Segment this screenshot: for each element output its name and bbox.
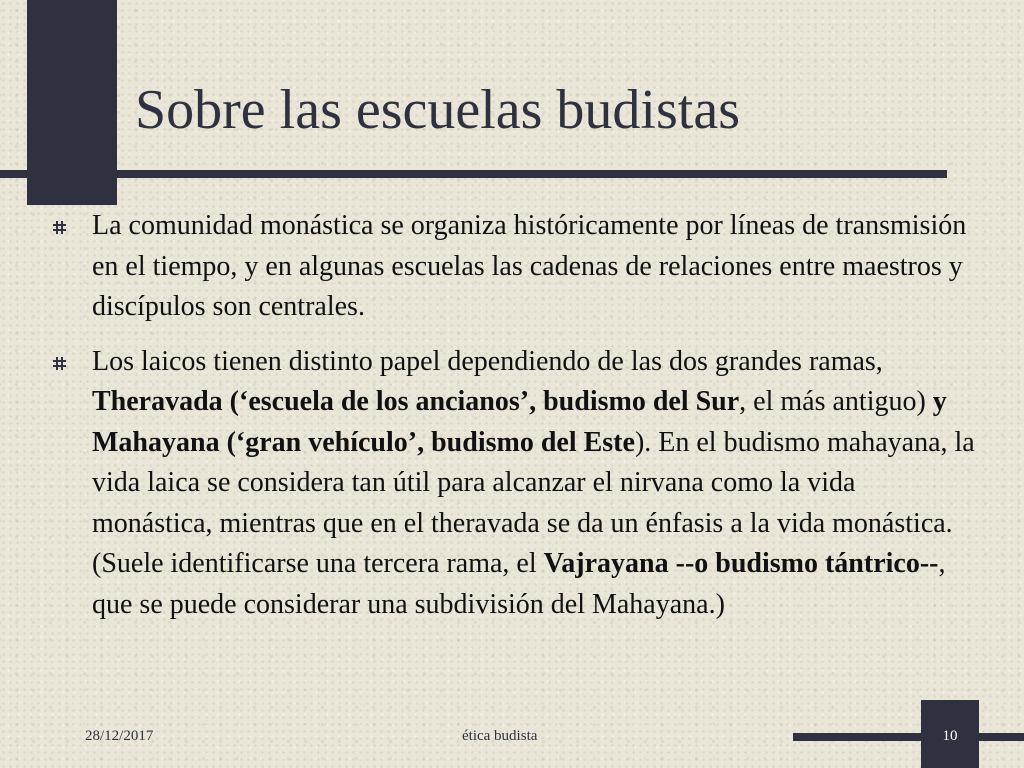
- bullet-text-segment: , que se puede considerar una subdivisión del Mahayana.): [92, 548, 946, 620]
- title-divider: [0, 170, 947, 178]
- bullet-list: [50, 206, 975, 639]
- bullet-bold-segment: Vajrayana --o budismo tántrico--: [543, 548, 939, 579]
- bullet-text-segment: ). En el budismo mahayana, la vida laica se considera tan útil para alcanzar el nirvana como la vida monástica, mientras que en el theravada se da un énfasis a la vida monástica. (Suele identificarse una tercera rama, el: [92, 426, 975, 579]
- page-number: 10: [942, 728, 958, 744]
- hash-bullet-icon: [53, 357, 66, 370]
- footer-divider: [793, 733, 1024, 741]
- bullet-item: [50, 206, 975, 328]
- bullet-text-segment: , el más antiguo): [739, 386, 933, 417]
- bullet-text-segment: La comunidad monástica se organiza históricamente por líneas de transmisión en el tiempo, y en algunas escuelas las cadenas de relaciones entre maestros y discípulos son centrales.: [92, 210, 967, 322]
- footer-title: ética budista: [462, 728, 538, 744]
- bullet-item: [50, 342, 975, 626]
- hash-bullet-icon: [53, 221, 66, 234]
- footer-date: 28/12/2017: [85, 728, 154, 744]
- slide-title: Sobre las escuelas budistas: [135, 79, 740, 141]
- bullet-bold-segment: y Mahayana (‘gran vehículo’, budismo del Este: [92, 386, 947, 458]
- bullet-bold-segment: Theravada (‘escuela de los ancianos’, budismo del Sur: [92, 386, 740, 417]
- bullet-text-segment: Los laicos tienen distinto papel dependiendo de las dos grandes ramas,: [92, 345, 883, 377]
